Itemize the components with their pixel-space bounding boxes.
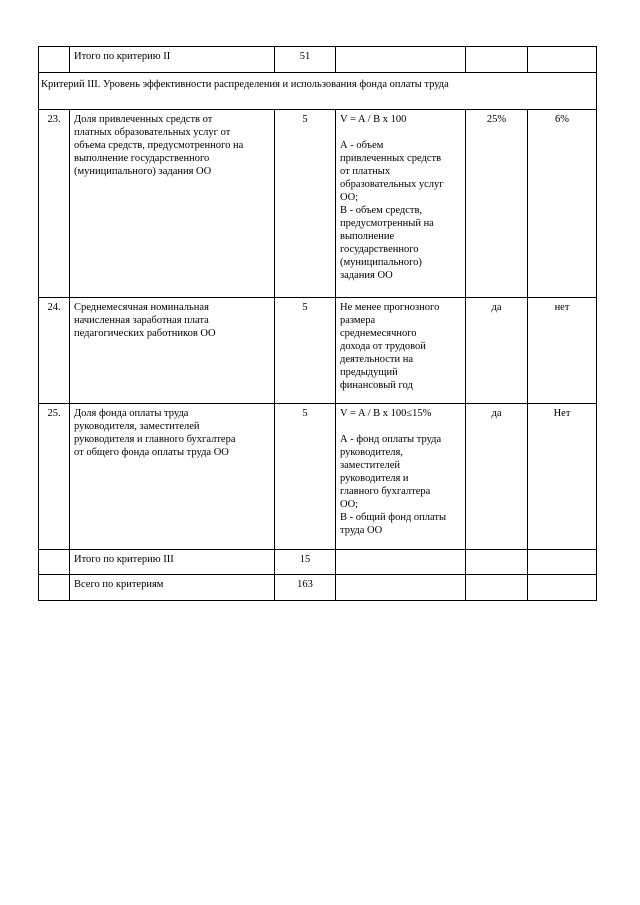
indicator-name: Доля фонда оплаты труда руководителя, заместителей руководителя и главного бухгалтера от общего фонда оплаты труда ОО: [70, 404, 275, 550]
formula-cell: V = A / B x 100≤15% А - фонд оплаты труда руководителя, заместителей руководителя и главного бухгалтера ОО; В - общий фонд оплаты труда ОО: [336, 404, 466, 550]
points-cell: 5: [275, 298, 336, 404]
row-label: Итого по критерию III: [70, 550, 275, 575]
points-cell: 163: [275, 575, 336, 601]
num-cell: [39, 47, 70, 73]
indicator-name: Доля привлеченных средств от платных образовательных услуг от объема средств, предусмотренного на выполнение государственного (муниципального) задания ОО: [70, 110, 275, 298]
formula-cell: V = A / B x 100 А - объем привлеченных средств от платных образовательных услуг ОО; В - объем средств, предусмотренный на выполнение государственного (муниципального) задания ОО: [336, 110, 466, 298]
points-cell: 15: [275, 550, 336, 575]
table-row-criterion-3-header: [39, 73, 597, 110]
value-cell-1: [466, 575, 528, 601]
table-row-25: [39, 404, 597, 550]
formula-cell: [336, 47, 466, 73]
value-cell-1: [466, 47, 528, 73]
formula-cell: [336, 575, 466, 601]
num-cell: [39, 550, 70, 575]
formula-cell: Не менее прогнозного размера среднемесячного дохода от трудовой деятельности на предыдущий финансовый год: [336, 298, 466, 404]
num-cell: [39, 575, 70, 601]
table-row-subtotal-criterion-2: [39, 47, 597, 73]
value-cell-1: [466, 550, 528, 575]
value-cell-2: 6%: [528, 110, 597, 298]
value-cell-1: да: [466, 298, 528, 404]
table-row-23: [39, 110, 597, 298]
value-cell-2: [528, 550, 597, 575]
value-cell-2: [528, 47, 597, 73]
value-cell-1: 25%: [466, 110, 528, 298]
value-cell-2: нет: [528, 298, 597, 404]
table-row-grand-total: [39, 575, 597, 601]
points-cell: 5: [275, 404, 336, 550]
points-cell: 51: [275, 47, 336, 73]
criteria-table: [38, 46, 597, 601]
row-label: Итого по критерию II: [70, 47, 275, 73]
value-cell-2: [528, 575, 597, 601]
value-cell-2: Нет: [528, 404, 597, 550]
formula-cell: [336, 550, 466, 575]
value-cell-1: да: [466, 404, 528, 550]
criterion-header: Критерий III. Уровень эффективности распределения и использования фонда оплаты труда: [39, 73, 597, 110]
row-number: 24.: [39, 298, 70, 404]
table-row-24: [39, 298, 597, 404]
row-number: 23.: [39, 110, 70, 298]
row-label: Всего по критериям: [70, 575, 275, 601]
indicator-name: Среднемесячная номинальная начисленная заработная плата педагогических работников ОО: [70, 298, 275, 404]
points-cell: 5: [275, 110, 336, 298]
row-number: 25.: [39, 404, 70, 550]
table-row-subtotal-criterion-3: [39, 550, 597, 575]
